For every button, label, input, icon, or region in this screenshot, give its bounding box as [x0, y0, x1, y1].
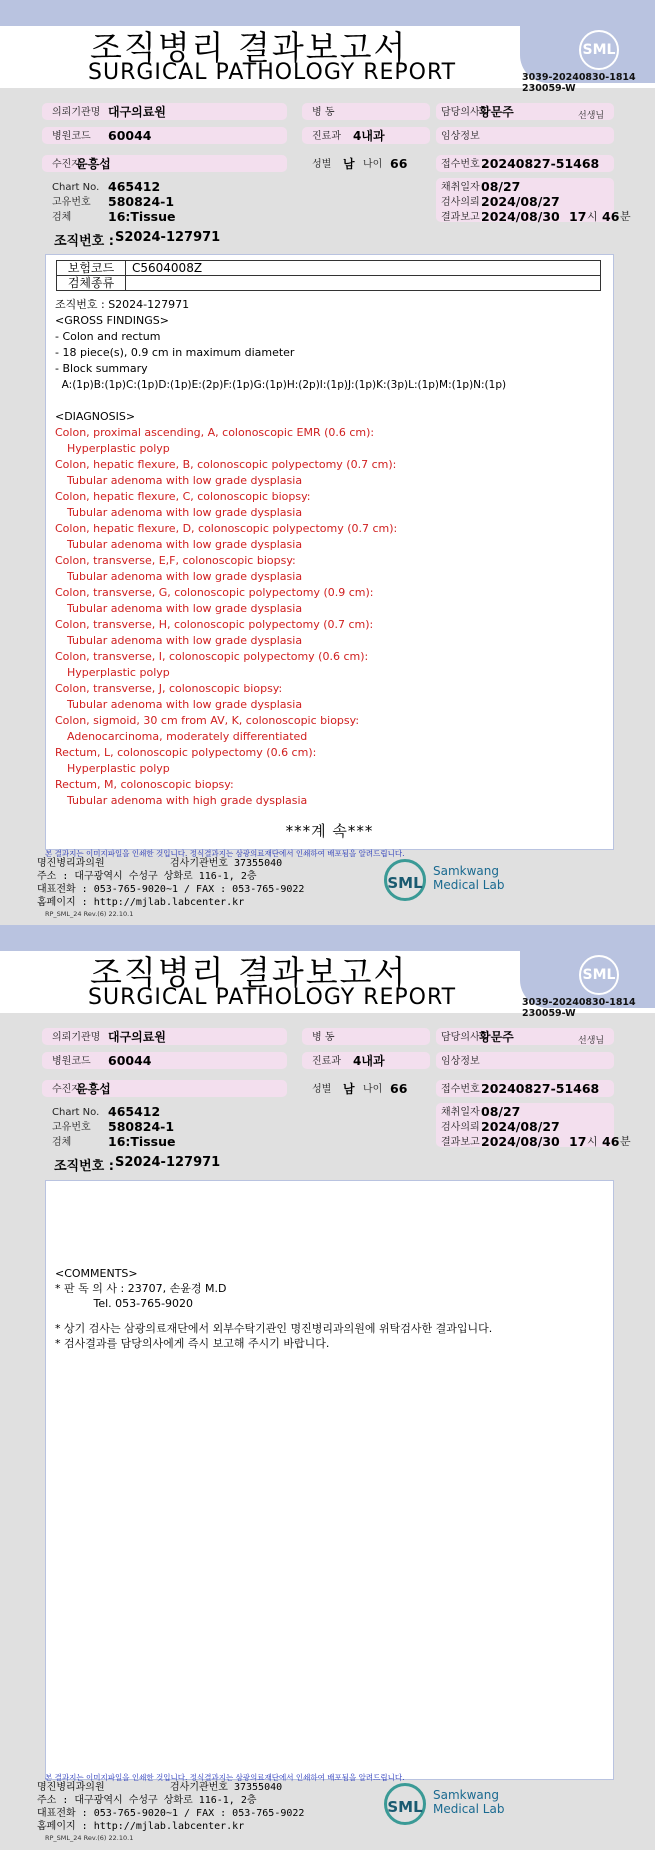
sex-label: 성별 — [312, 1084, 332, 1095]
collect-label: 채취일자 — [441, 182, 480, 193]
diagnosis-item: Colon, transverse, I, colonoscopic polypectomy (0.6 cm): Hyperplastic polyp — [55, 650, 369, 679]
top-bar — [0, 0, 655, 26]
lab-name: 명진병리과의원 — [37, 858, 105, 869]
diagnosis-item: Colon, hepatic flexure, D, colonoscopic polypectomy (0.7 cm): Tubular adenoma with low grade dysplasia — [55, 522, 398, 551]
gross-line: - 18 piece(s), 0.9 cm in maximum diameter — [55, 346, 295, 359]
clinical-label: 임상정보 — [441, 131, 480, 142]
diagnosis-item: Colon, sigmoid, 30 cm from AV, K, colonoscopic biopsy: Adenocarcinoma, moderately differentiated — [55, 714, 360, 743]
samkwang-logo-icon: SML — [384, 859, 426, 901]
dept-value: 4내과 — [353, 129, 385, 143]
patient-value: 윤흥섭 — [76, 1082, 111, 1096]
report-hour-unit: 시 — [587, 210, 598, 223]
dept-value: 4내과 — [353, 1054, 385, 1068]
receipt-value: 20240827-51468 — [481, 1081, 600, 1096]
reader-line: * 판 독 의 사 : 23707, 손윤경 M.D — [55, 1282, 227, 1295]
tissue-no-line: 조직번호 : S2024-127971 — [55, 298, 190, 311]
institution-value: 대구의료원 — [108, 1030, 166, 1044]
lab-number: 검사기관번호 37355040 — [170, 1782, 283, 1793]
comment-note: * 검사결과를 담당의사에게 즉시 보고해 주시기 바랍니다. — [55, 1337, 330, 1350]
specimen-label: 검체 — [52, 212, 72, 223]
diagnosis-item: Colon, transverse, E,F, colonoscopic biopsy: Tubular adenoma with low grade dysplasia — [55, 554, 303, 583]
specimen-type-row — [57, 276, 601, 291]
patient-label: 수진자 — [52, 1084, 81, 1095]
request-label: 검사의뢰 — [441, 197, 480, 208]
reader-tel: Tel. 053-765-9020 — [55, 1297, 194, 1310]
age-value: 66 — [390, 1081, 408, 1096]
report-date-value: 2024/08/30 — [481, 209, 560, 224]
document-id: 3039-20240830-1814 230059-W — [522, 72, 636, 94]
tissue-no-value: S2024-127971 — [115, 230, 221, 245]
document-id: 3039-20240830-1814 230059-W — [522, 997, 636, 1019]
hospital-code-value: 60044 — [108, 128, 152, 143]
report-min-unit: 분 — [620, 1135, 631, 1148]
lab-web: 홈페이지 : http://mjlab.labcenter.kr — [37, 897, 245, 908]
sml-logo-icon: SML — [579, 30, 619, 70]
doctor-value: 황문주 — [479, 1030, 514, 1044]
report-content — [45, 254, 614, 850]
hospital-code-value: 60044 — [108, 1053, 152, 1068]
lab-name: 명진병리과의원 — [37, 1782, 105, 1793]
patient-label: 수진자 — [52, 159, 81, 170]
lab-number: 검사기관번호 37355040 — [170, 858, 283, 869]
doctor-label: 담당의사 — [441, 107, 480, 118]
report-hour: 17 — [569, 1134, 587, 1149]
diagnosis-item: Colon, proximal ascending, A, colonoscopic EMR (0.6 cm): Hyperplastic polyp — [55, 426, 375, 455]
report-min: 46 — [602, 209, 620, 224]
hospital-code-label: 병원코드 — [52, 1056, 91, 1067]
diagnosis-item: Colon, transverse, H, colonoscopic polypectomy (0.7 cm): Tubular adenoma with low grade dysplasia — [55, 618, 374, 647]
collect-value: 08/27 — [481, 179, 521, 194]
uid-label: 고유번호 — [52, 1122, 91, 1133]
report-date-label: 결과보고 — [441, 1137, 480, 1148]
diagnosis-item: Rectum, M, colonoscopic biopsy: Tubular adenoma with high grade dysplasia — [55, 778, 308, 807]
institution-label: 의뢰기관명 — [52, 1032, 101, 1043]
diagnosis-title: <DIAGNOSIS> — [55, 410, 136, 423]
print-notice: 본 결과지는 이미지파일을 인쇄한 것입니다. 정식결과지는 삼광의료재단에서 인쇄하여 배포됨을 알려드립니다. — [45, 849, 405, 858]
report-page-2 — [0, 925, 655, 1850]
gross-line: - Block summary — [55, 362, 148, 375]
clinical-label: 임상정보 — [441, 1056, 480, 1067]
chart-value: 465412 — [108, 179, 161, 194]
report-content — [45, 1180, 614, 1780]
collect-value: 08/27 — [481, 1104, 521, 1119]
specimen-label: 검체 — [52, 1137, 72, 1148]
age-label: 나이 — [363, 159, 383, 170]
doctor-label: 담당의사 — [441, 1032, 480, 1043]
lab-address: 주소 : 대구광역시 수성구 상화로 116-1, 2층 — [37, 871, 257, 882]
specimen-type-value — [126, 276, 601, 291]
sex-value: 남 — [343, 157, 355, 171]
block-summary: A:(1p)B:(1p)C:(1p)D:(1p)E:(2p)F:(1p)G:(1p)H:(2p)I:(1p)J:(1p)K:(3p)L:(1p)M:(1p)N:(1p) — [55, 379, 507, 391]
receipt-label: 접수번호 — [441, 159, 480, 170]
lab-phone: 대표전화 : 053-765-9020~1 / FAX : 053-765-9022 — [37, 1808, 305, 1819]
receipt-label: 접수번호 — [441, 1084, 480, 1095]
tissue-no-value: S2024-127971 — [115, 1155, 221, 1170]
insurance-code-row — [57, 261, 601, 276]
report-title-en: SURGICAL PATHOLOGY REPORT — [88, 60, 457, 85]
tissue-no-label: 조직번호 : — [54, 1159, 114, 1174]
continued-mark: ***계 속*** — [285, 822, 374, 840]
patient-value: 윤흥섭 — [76, 157, 111, 171]
diagnosis-item: Rectum, L, colonoscopic polypectomy (0.6 cm): Hyperplastic polyp — [55, 746, 317, 775]
report-title-kr: 조직병리 결과보고서 — [90, 28, 408, 67]
insurance-code-value: C5604008Z — [126, 261, 601, 276]
gross-title: <GROSS FINDINGS> — [55, 314, 169, 327]
institution-value: 대구의료원 — [108, 105, 166, 119]
uid-value: 580824-1 — [108, 194, 175, 209]
diagnosis-item: Colon, hepatic flexure, C, colonoscopic biopsy: Tubular adenoma with low grade dysplasia — [55, 490, 311, 519]
specimen-value: 16:Tissue — [108, 1134, 176, 1149]
ward-label: 병 동 — [312, 107, 335, 118]
diagnosis-item: Colon, transverse, G, colonoscopic polypectomy (0.9 cm): Tubular adenoma with low grade dysplasia — [55, 586, 374, 615]
report-title-en: SURGICAL PATHOLOGY REPORT — [88, 985, 457, 1010]
request-value: 2024/08/27 — [481, 1119, 560, 1134]
revision-code: RP_SML_24 Rev.(6) 22.10.1 — [45, 1834, 134, 1842]
lab-address: 주소 : 대구광역시 수성구 상화로 116-1, 2층 — [37, 1795, 257, 1806]
specimen-type-label: 검체종류 — [57, 276, 126, 291]
report-hour-unit: 시 — [587, 1135, 598, 1148]
ward-label: 병 동 — [312, 1032, 335, 1043]
request-label: 검사의뢰 — [441, 1122, 480, 1133]
age-label: 나이 — [363, 1084, 383, 1095]
uid-label: 고유번호 — [52, 197, 91, 208]
lab-web: 홈페이지 : http://mjlab.labcenter.kr — [37, 1821, 245, 1832]
sml-logo-icon: SML — [579, 955, 619, 995]
revision-code: RP_SML_24 Rev.(6) 22.10.1 — [45, 910, 134, 918]
insurance-code-label: 보험코드 — [57, 261, 126, 276]
doctor-suffix: 선생님 — [578, 1036, 605, 1046]
gross-line: - Colon and rectum — [55, 330, 161, 343]
tissue-no-label: 조직번호 : — [54, 234, 114, 249]
sex-label: 성별 — [312, 159, 332, 170]
report-date-label: 결과보고 — [441, 212, 480, 223]
samkwang-brand: Samkwang Medical Lab — [433, 864, 505, 892]
dept-label: 진료과 — [312, 131, 341, 142]
age-value: 66 — [390, 156, 408, 171]
samkwang-logo-icon: SML — [384, 1783, 426, 1825]
doctor-value: 황문주 — [479, 105, 514, 119]
chart-label: Chart No. — [52, 182, 100, 193]
comment-note: * 상기 검사는 삼광의료재단에서 외부수탁기관인 명진병리과의원에 위탁검사한 결과입니다. — [55, 1322, 493, 1335]
samkwang-brand: Samkwang Medical Lab — [433, 1788, 505, 1816]
report-min-unit: 분 — [620, 210, 631, 223]
top-bar — [0, 925, 655, 951]
hospital-code-label: 병원코드 — [52, 131, 91, 142]
chart-value: 465412 — [108, 1104, 161, 1119]
collect-label: 채취일자 — [441, 1107, 480, 1118]
receipt-value: 20240827-51468 — [481, 156, 600, 171]
uid-value: 580824-1 — [108, 1119, 175, 1134]
sex-value: 남 — [343, 1082, 355, 1096]
diagnosis-item: Colon, hepatic flexure, B, colonoscopic polypectomy (0.7 cm): Tubular adenoma with low grade dysplasia — [55, 458, 397, 487]
lab-phone: 대표전화 : 053-765-9020~1 / FAX : 053-765-9022 — [37, 884, 305, 895]
report-date-value: 2024/08/30 — [481, 1134, 560, 1149]
report-min: 46 — [602, 1134, 620, 1149]
dept-label: 진료과 — [312, 1056, 341, 1067]
institution-label: 의뢰기관명 — [52, 107, 101, 118]
specimen-value: 16:Tissue — [108, 209, 176, 224]
report-title-kr: 조직병리 결과보고서 — [90, 953, 408, 992]
report-hour: 17 — [569, 209, 587, 224]
request-value: 2024/08/27 — [481, 194, 560, 209]
diagnosis-item: Colon, transverse, J, colonoscopic biopsy: Tubular adenoma with low grade dysplasia — [55, 682, 303, 711]
chart-label: Chart No. — [52, 1107, 100, 1118]
doctor-suffix: 선생님 — [578, 111, 605, 121]
comments-title: <COMMENTS> — [55, 1267, 138, 1280]
print-notice: 본 결과지는 이미지파일을 인쇄한 것입니다. 정식결과지는 삼광의료재단에서 인쇄하여 배포됨을 알려드립니다. — [45, 1773, 405, 1782]
code-table — [56, 260, 601, 291]
